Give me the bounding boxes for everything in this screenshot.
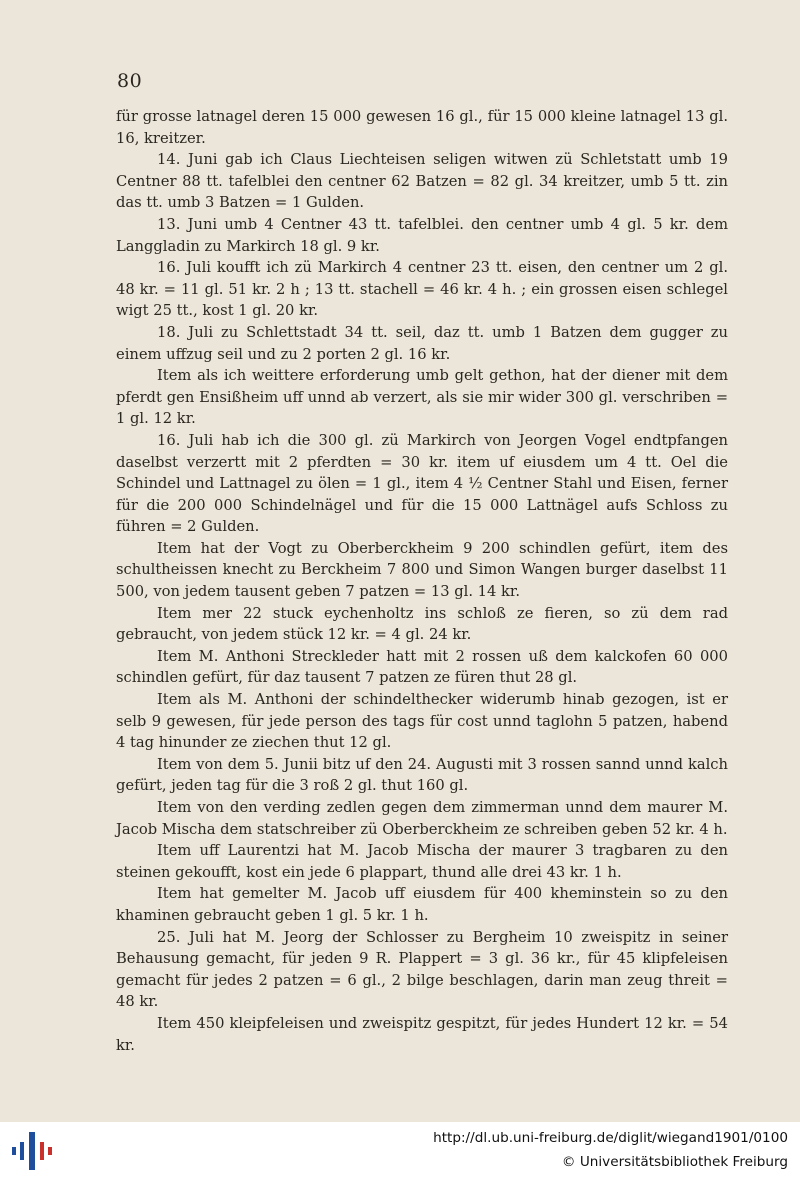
paragraph: 18. Juli zu Schlettstadt 34 tt. seil, daz tt. umb 1 Batzen dem gugger zu einem uffzug seil und zu 2 porten 2 gl. 16 kr.	[116, 323, 728, 363]
permalink-link[interactable]: http://dl.ub.uni-freiburg.de/diglit/wiegand1901/0100	[433, 1130, 788, 1146]
paragraph: Item uff Laurentzi hat M. Jacob Mischa der maurer 3 tragbaren zu den steinen gekoufft, kost ein jede 6 plappart, thund alle drei 43 kr. 1 h.	[116, 842, 728, 881]
library-logo-icon	[10, 1130, 56, 1172]
paragraph: Item mer 22 stuck eychenholtz ins schloß ze fieren, so zü dem rad gebraucht, von jedem stück 12 kr. = 4 gl. 24 kr.	[116, 604, 728, 644]
paragraph: 16. Juli hab ich die 300 gl. zü Markirch von Jeorgen Vogel endtpfangen daselbst verzertt mit 2 pferdten = 30 kr. item uf eiusdem um 4 tt. Oel die Schindel und Lattnagel zu ölen = 1 gl., item 4 ½ Centner Stahl und Eisen, ferner für die 200 000 Schindelnägel und für die 15 000 Lattnägel aufs Schloss zu führen = 2 Gulden.	[116, 431, 728, 536]
paragraph: Item von dem 5. Junii bitz uf den 24. Augusti mit 3 rossen sannd unnd kalch gefürt, jeden tag für die 3 roß 2 gl. thut 160 gl.	[116, 755, 728, 795]
paragraph: Item 450 kleipfeleisen und zweispitz gespitzt, für jedes Hundert 12 kr. = 54 kr.	[116, 1014, 728, 1054]
footer-bar	[0, 1122, 800, 1179]
paragraph: Item hat der Vogt zu Oberberckheim 9 200 schindlen gefürt, item des schultheissen knecht zu Berckheim 7 800 und Simon Wangen burger daselbst 11 500, von jedem tausent geben 7 patzen = 13 gl. 14 kr.	[116, 539, 728, 601]
paragraph: 16. Juli koufft ich zü Markirch 4 centner 23 tt. eisen, den centner um 2 gl. 48 kr. = 11 gl. 51 kr. 2 h ; 13 tt. stachell = 46 kr. 4 h. ; ein grossen eisen schlegel wigt 25 tt., kost 1 gl. 20 kr.	[116, 259, 728, 320]
paragraph: Item als M. Anthoni der schindelthecker widerumb hinab gezogen, ist er selb 9 gewesen, für jede person des tags für cost unnd taglohn 5 patzen, habend 4 tag hinunder ze ziechen thut 12 gl.	[116, 691, 728, 752]
paragraph: Item hat gemelter M. Jacob uff eiusdem für 400 kheminstein so zu den khaminen gebraucht geben 1 gl. 5 kr. 1 h.	[116, 885, 728, 924]
paragraph: 14. Juni gab ich Claus Liechteisen seligen witwen zü Schletstatt umb 19 Centner 88 tt. tafelblei den centner 62 Batzen = 82 gl. 34 kreitzer, umb 5 tt. zin das tt. umb 3 Batzen = 1 Gulden.	[116, 151, 728, 212]
paragraph: Item M. Anthoni Streckleder hatt mit 2 rossen uß dem kalckofen 60 000 schindlen gefürt, für daz tausent 7 patzen ze füren thut 28 gl.	[116, 647, 728, 687]
paragraph: 25. Juli hat M. Jeorg der Schlosser zu Bergheim 10 zweispitz in seiner Behausung gemacht, für jeden 9 R. Plappert = 3 gl. 36 kr., für 45 klipfeleisen gemacht für jedes 2 patzen = 6 gl., 2 bilge beschlagen, darin man zeug threit = 48 kr.	[116, 928, 728, 1011]
page-number: 80	[117, 70, 143, 92]
paragraph: für grosse latnagel deren 15 000 gewesen 16 gl., für 15 000 kleine latnagel 13 gl. 16, kreitzer.	[116, 108, 728, 147]
paragraph: 13. Juni umb 4 Centner 43 tt. tafelblei. den centner umb 4 gl. 5 kr. dem Langgladin zu Markirch 18 gl. 9 kr.	[116, 215, 728, 255]
paragraph: Item von den verding zedlen gegen dem zimmerman unnd dem maurer M. Jacob Mischa dem statschreiber zü Oberberckheim ze schreiben geben 52 kr. 4 h.	[116, 799, 728, 838]
body-text	[116, 106, 728, 1056]
paragraph: Item als ich weittere erforderung umb gelt gethon, hat der diener mit dem pferdt gen Ensißheim uff unnd ab verzert, als sie mir wider 300 gl. verschriben = 1 gl. 12 kr.	[116, 367, 728, 428]
copyright-notice: © Universitätsbibliothek Freiburg	[561, 1154, 788, 1170]
